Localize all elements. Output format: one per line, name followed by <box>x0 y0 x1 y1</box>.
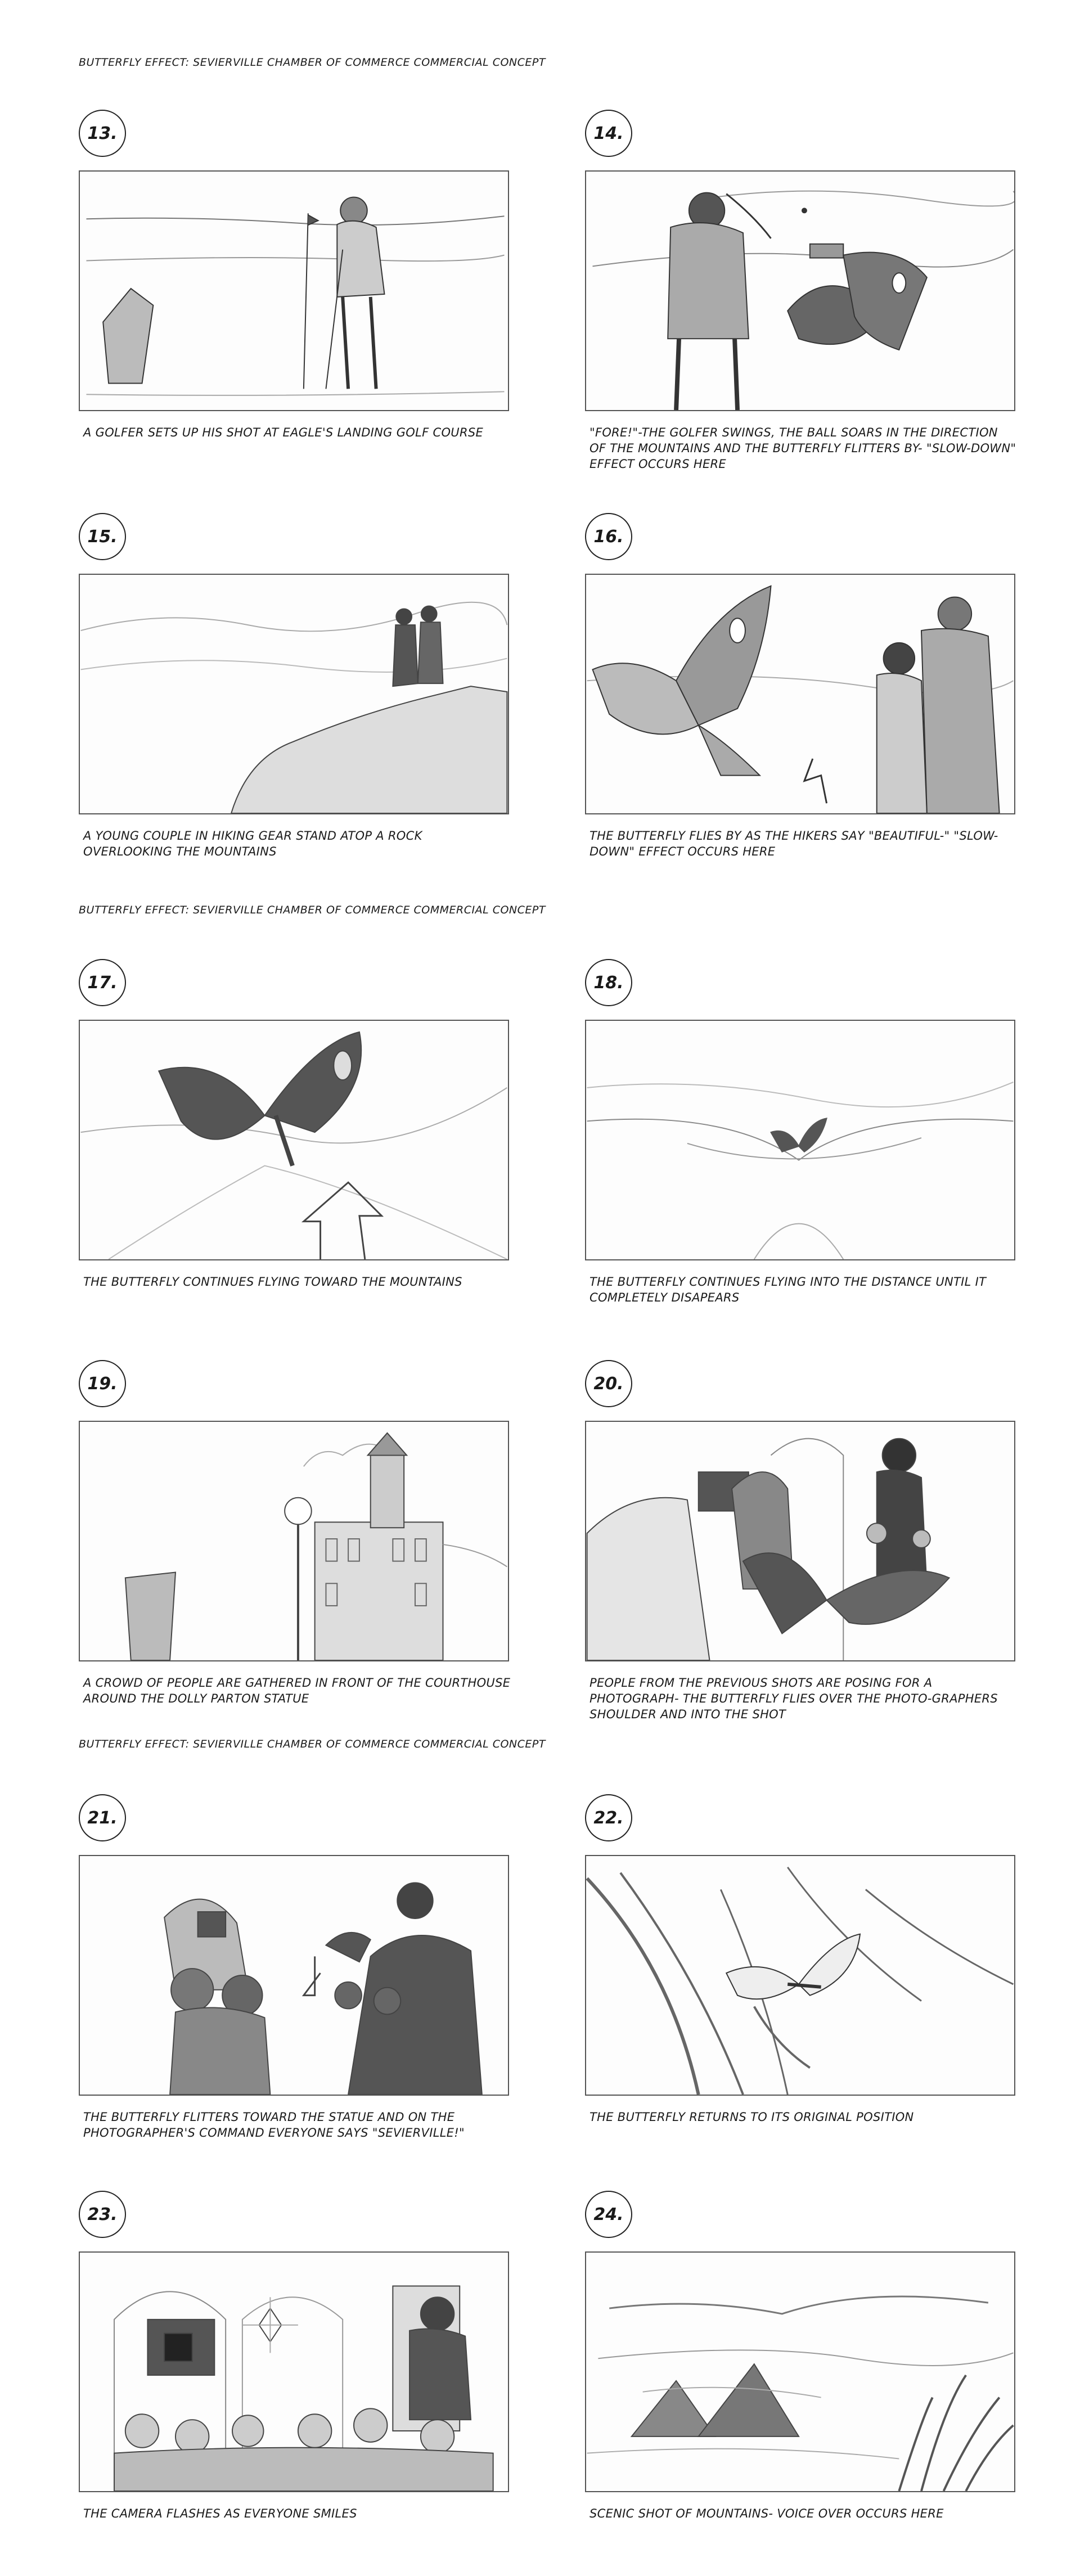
panel-caption: "FORE!"-THE GOLFER SWINGS, THE BALL SOARS IN THE DIRECTION OF THE MOUNTAINS AND THE BUTTERFLY FLITTERS BY- "SLOW-DOWN" EFFECT OCCURS HERE <box>590 426 1016 471</box>
panel-number: 23. <box>79 2191 126 2238</box>
panel-number: 20. <box>585 1360 632 1407</box>
panel-number: 22. <box>585 1794 632 1841</box>
sketch-statue-crowd <box>79 1855 509 2096</box>
panel-number: 13. <box>79 110 126 157</box>
sketch-golfer-swing <box>585 170 1015 411</box>
sketch-hikers-butterfly <box>585 574 1015 814</box>
sketch-photographer-shoulder <box>585 1421 1015 1661</box>
panel-caption: THE BUTTERFLY CONTINUES FLYING INTO THE DISTANCE UNTIL IT COMPLETELY DISAPEARS <box>590 1275 987 1304</box>
panel-caption: THE BUTTERFLY RETURNS TO ITS ORIGINAL POSITION <box>590 2110 914 2124</box>
panel-caption: A YOUNG COUPLE IN HIKING GEAR STAND ATOP A ROCK OVERLOOKING THE MOUNTAINS <box>83 829 422 858</box>
panel-number: 17. <box>79 959 126 1006</box>
sketch-couple-rock <box>79 574 509 814</box>
panel-number: 18. <box>585 959 632 1006</box>
panel-number: 21. <box>79 1794 126 1841</box>
panel-number: 24. <box>585 2191 632 2238</box>
sketch-golfer-setup <box>79 170 509 411</box>
panel-caption: A GOLFER SETS UP HIS SHOT AT EAGLE'S LANDING GOLF COURSE <box>83 426 484 439</box>
panel-caption: PEOPLE FROM THE PREVIOUS SHOTS ARE POSING FOR A PHOTOGRAPH- THE BUTTERFLY FLIES OVER THE PHOTO-GRAPHERS SHOULDER AND INTO THE SHOT <box>590 1676 998 1721</box>
page-header-1: BUTTERFLY EFFECT: SEVIERVILLE CHAMBER OF COMMERCE COMMERCIAL CONCEPT <box>79 56 546 69</box>
sketch-camera-flash <box>79 2251 509 2492</box>
sketch-courthouse <box>79 1421 509 1661</box>
panel-number: 15. <box>79 513 126 560</box>
panel-number: 16. <box>585 513 632 560</box>
sketch-butterfly-distance <box>585 1020 1015 1260</box>
panel-caption: A CROWD OF PEOPLE ARE GATHERED IN FRONT OF THE COURTHOUSE AROUND THE DOLLY PARTON STATUE <box>83 1676 511 1705</box>
panel-caption: THE BUTTERFLY CONTINUES FLYING TOWARD THE MOUNTAINS <box>83 1275 462 1289</box>
panel-number: 14. <box>585 110 632 157</box>
panel-number: 19. <box>79 1360 126 1407</box>
sketch-butterfly-return <box>585 1855 1015 2096</box>
panel-caption: THE BUTTERFLY FLITTERS TOWARD THE STATUE AND ON THE PHOTOGRAPHER'S COMMAND EVERYONE SAYS "SEVIERVILLE!" <box>83 2110 465 2140</box>
sketch-scenic-mountains <box>585 2251 1015 2492</box>
panel-caption: SCENIC SHOT OF MOUNTAINS- VOICE OVER OCCURS HERE <box>590 2507 944 2520</box>
sketch-butterfly-mountains <box>79 1020 509 1260</box>
panel-caption: THE BUTTERFLY FLIES BY AS THE HIKERS SAY "BEAUTIFUL-" "SLOW-DOWN" EFFECT OCCURS HERE <box>590 829 998 858</box>
panel-caption: THE CAMERA FLASHES AS EVERYONE SMILES <box>83 2507 357 2520</box>
page-header-2: BUTTERFLY EFFECT: SEVIERVILLE CHAMBER OF COMMERCE COMMERCIAL CONCEPT <box>79 904 546 916</box>
page-header-3: BUTTERFLY EFFECT: SEVIERVILLE CHAMBER OF COMMERCE COMMERCIAL CONCEPT <box>79 1738 546 1750</box>
